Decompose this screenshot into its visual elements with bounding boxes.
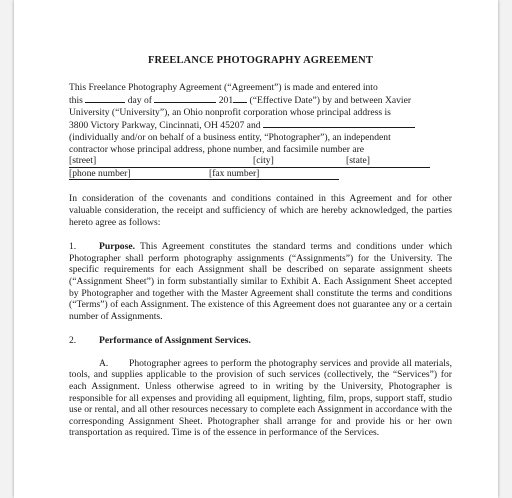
section-number: 1. xyxy=(69,241,77,253)
city-field[interactable]: [city] xyxy=(253,155,346,168)
section-paragraph xyxy=(69,241,452,322)
subsection-text: Photographer agrees to perform the photography services and provide all materials, tools, and supplies applicable to the provision of such services (collectively, the “Services”) for each Assignment. Unless otherwise agreed to in writing by the University, Photographer is responsible for all expenses and providing all equipment, lighting, film, props, support staff, studio use or rental, and all other resources necessary to complete each Assignment in accordance with the corresponding Assignment Sheet. Photographer shall arrange for and provide his or her own transportation as required. Time is of the essence in performance of the Services. xyxy=(69,357,452,439)
intro-text: day of xyxy=(127,95,152,107)
subsection-a xyxy=(69,358,452,439)
intro-line: University (“University”), an Ohio nonprofit corporation whose principal address is xyxy=(69,106,391,118)
section-heading: Performance of Assignment Services. xyxy=(99,335,251,347)
intro-line: contractor whose principal address, phone number, and facsimile number are xyxy=(69,143,365,155)
day-blank[interactable] xyxy=(85,93,125,103)
intro-text: 3800 Victory Parkway, Cincinnati, OH 45207 and xyxy=(69,120,261,132)
intro-line xyxy=(69,93,452,107)
intro-text: (“Effective Date”) by and between Xavier xyxy=(249,95,412,107)
document-title: FREELANCE PHOTOGRAPHY AGREEMENT xyxy=(147,55,373,66)
subsection-label: A. xyxy=(99,357,109,369)
state-field[interactable]: [state] xyxy=(346,155,430,168)
street-field[interactable]: [street] xyxy=(69,155,253,168)
intro-text: 201 xyxy=(218,95,234,107)
phone-field[interactable]: [phone number] xyxy=(69,168,209,181)
contact-fields xyxy=(69,168,452,181)
section-heading: Purpose. xyxy=(99,241,135,253)
consideration-paragraph: In consideration of the covenants and conditions contained in this Agreement and for other valuable consideration, the receipt and sufficiency of which are hereby acknowledged, the parties hereto agree as follows: xyxy=(69,193,452,228)
intro-paragraph xyxy=(69,82,452,181)
section-purpose xyxy=(69,241,452,322)
photographer-name-blank[interactable] xyxy=(263,118,415,128)
fax-field[interactable]: [fax number] xyxy=(209,168,339,181)
document-page xyxy=(14,0,498,498)
document-body xyxy=(69,55,452,439)
intro-line: This Freelance Photography Agreement (“Agreement”) is made and entered into xyxy=(69,81,378,93)
intro-line xyxy=(69,118,452,132)
intro-text: this xyxy=(69,95,83,107)
year-blank[interactable] xyxy=(233,93,247,103)
month-blank[interactable] xyxy=(154,93,216,103)
intro-line: (individually and/or on behalf of a business entity, “Photographer”), an independent xyxy=(69,131,391,143)
section-number: 2. xyxy=(69,335,77,347)
address-fields xyxy=(69,155,452,168)
section-text: This Agreement constitutes the standard terms and conditions under which Photographer shall perform photography assignments (“Assignments”) for the University. The specific requirements for each Assignment shall be described on separate assignment sheets (“Assignment Sheet”) in form substantially similar to Exhibit A. Each Assignment Sheet accepted by Photographer and together with the Master Agreement shall constitute the terms and conditions (“Terms”) of each Assignment. The existence of this Agreement does not guarantee any or a certain number of Assignments. xyxy=(69,241,452,322)
section-performance-header xyxy=(69,335,452,347)
